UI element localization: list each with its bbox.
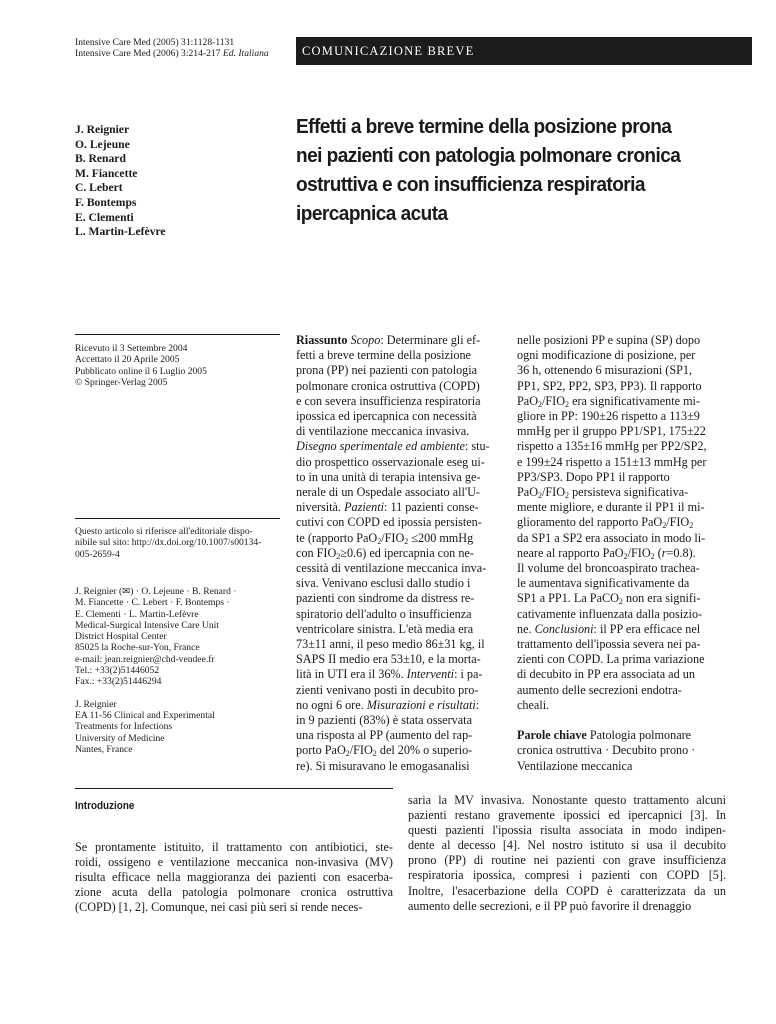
abstract-line: le aumentava significativamente da [517, 576, 690, 591]
abstract-line: in 9 pazienti (83%) è stata osservata [296, 713, 472, 728]
contact-line: University of Medicine [75, 732, 165, 744]
date-line: Pubblicato online il 6 Luglio 2005 [75, 365, 207, 377]
abstract-line: zienti con COPD. La prima variazione [517, 652, 705, 667]
author-name: M. Fiancette [75, 166, 138, 180]
date-line: Ricevuto il 3 Settembre 2004 [75, 343, 188, 354]
divider [75, 518, 280, 519]
abstract-line: porto $PaO_2/FIO_2$ del 20% o superio- [296, 743, 473, 759]
title-line: ostruttiva e con insufficienza respiratoria [296, 173, 645, 196]
abstract-line: Ventilazione meccanica [517, 758, 633, 773]
intro-column-1 [75, 840, 393, 915]
contact-line: Treatments for Infections [75, 721, 173, 733]
abstract-line: no ogni 6 ore. Misurazioni e risultati: [296, 697, 480, 712]
abstract-line: SP1 a PP1. La PaCO$_2$ non era signifi- [517, 591, 701, 607]
body-line: respiratoria ipossica, compresi i pazienti con COPD [5]. [408, 868, 726, 883]
body-line: saria la MV invasiva. Nonostante questo trattamento alcuni [408, 793, 726, 807]
author-name: O. Lejeune [75, 137, 130, 151]
abstract-line: prona (PP) nei pazienti con patologia [296, 363, 478, 378]
author-name: B. Renard [75, 152, 126, 166]
abstract-line: Riassunto Scopo: Determinare gli ef- [296, 333, 481, 347]
abstract-line: nerale di un Ospedale associato all'U- [296, 485, 480, 500]
body-line: zione acuta della patologia polmonare cronica ostruttiva [75, 885, 393, 900]
abstract-line: rispetto a 135±16 mmHg per PP2/SP2, [517, 439, 707, 454]
abstract-line: aumento delle secrezioni endotra- [517, 682, 682, 697]
editorial-line: nibile sul sito: http://dx.doi.org/10.1007/s00134- [75, 537, 262, 549]
contact-line: J. Reignier [75, 698, 117, 710]
body-line: aumento delle secrezioni, e il PP può favorire il drenaggio [408, 898, 692, 913]
title-line: nei pazienti con patologia polmonare cronica [296, 144, 681, 167]
abstract-line: di ventilazione meccanica invasiva. [296, 424, 470, 439]
contact-line: J. Reignier (✉) · O. Lejeune · B. Renard · [75, 586, 237, 597]
date-line: © Springer-Verlag 2005 [75, 376, 168, 388]
abstract-line: Il volume del broncoaspirato trachea- [517, 561, 700, 576]
publication-dates [75, 343, 207, 388]
contact-line: E. Clementi · L. Martin-Lefèvre [75, 608, 199, 620]
abstract-line: di decubito in PP era associata ad un [517, 667, 695, 682]
abstract-line: to in una unità di terapia intensiva ge- [296, 469, 481, 484]
author-name: F. Bontemps [75, 195, 137, 209]
abstract-line: una risposta al PP (aumento del rap- [296, 728, 473, 743]
abstract-line: mmHg per il gruppo PP1/SP1, 175±22 [517, 424, 706, 439]
abstract-line: te (rapporto $PaO_2/FIO_2 \le 200$ mmHg [296, 530, 474, 546]
contact-line: Tel.: +33(2)51446052 [75, 665, 160, 677]
body-line: (COPD) [1, 2]. Comunque, nei casi più seri si rende neces- [75, 900, 363, 915]
divider [75, 334, 280, 335]
contact-line: Nantes, France [75, 743, 133, 755]
abstract-line: cutivi con COPD ed ipossia persisten- [296, 515, 482, 530]
abstract-line: PP1, SP2, PP2, SP3, PP3). Il rapporto [517, 378, 702, 393]
title-line: ipercapnica acuta [296, 202, 448, 225]
abstract-line: SAPS II medio era 53±10, e la morta- [296, 652, 481, 667]
editorial-line: Questo articolo si riferisce all'editoriale dispo- [75, 526, 253, 537]
abstract-line: ipossica ed ipercapnica con necessità [296, 409, 477, 424]
section-banner: COMUNICAZIONE BREVE [296, 37, 752, 65]
abstract-line: cativamente influenzata dalla posizio- [517, 606, 703, 621]
abstract-line: niversità. Pazienti: 11 pazienti conse- [296, 500, 479, 515]
abstract-line: PP3/SP3. Dopo PP1 il rapporto [517, 469, 670, 484]
contact-block-primary [75, 586, 237, 688]
abstract-line: nelle posizioni PP e supina (SP) dopo [517, 333, 701, 347]
abstract-line: Parole chiave Patologia polmonare [517, 728, 692, 743]
abstract-line: ne. Conclusioni: il PP era efficace nel [517, 621, 701, 636]
contact-line: 85025 la Roche-sur-Yon, France [75, 642, 200, 654]
edition-label: Ed. Italiana [222, 48, 269, 59]
abstract-line: mente migliore, e durante il PP1 il mi- [517, 500, 705, 515]
journal-line: Intensive Care Med (2005) 31:1128-1131 [75, 37, 235, 48]
abstract-line: trattamento dell'ipossia severa nei pa- [517, 637, 701, 652]
contact-line: e-mail: jean.reignier@chd-vendee.fr [75, 653, 215, 665]
abstract-line: lità in UTI era il 36%. Interventi: i pa- [296, 667, 483, 682]
author-list [75, 123, 166, 240]
body-line: pazienti restano gravemente ipossici ed ipercapnici [3]. In [408, 808, 726, 823]
contact-line: EA 11-56 Clinical and Experimental [75, 709, 215, 721]
contact-info [75, 586, 237, 755]
abstract-line: neare al rapporto $PaO_2/FIO_2$ (r=0.8). [517, 545, 696, 561]
abstract-line: spiratorio dell'adulto o insufficienza [296, 606, 472, 621]
abstract-line: e con severa insufficienza respiratoria [296, 393, 481, 408]
abstract-line: siva. Venivano esclusi dallo studio i [296, 576, 471, 591]
body-line: Se prontamente istituito, il trattamento con antibiotici, ste- [75, 840, 393, 854]
abstract-line: glioramento del rapporto $PaO_2/FIO_2$ [517, 515, 694, 531]
editorial-note [75, 526, 283, 560]
abstract-line: ventricolare sinistra. L'età media era [296, 621, 474, 636]
body-line: prono (PP) di routine nei pazienti con grave insufficienza [408, 853, 726, 868]
abstract-line: re). Si misuravano le emogasanalisi [296, 758, 470, 773]
abstract-line: $PaO_2/FIO_2$ persisteva significativa- [517, 485, 689, 501]
abstract-line: 73±11 anni, il peso medio 86±31 kg, il [296, 637, 485, 652]
body-line: questi pazienti l'ipossia risulta associata in modo indipen- [408, 823, 726, 838]
abstract-line: polmonare cronica ostruttiva (COPD) [296, 378, 480, 393]
body-line: risulta efficace nella maggioranza dei pazienti con esacerba- [75, 870, 393, 885]
abstract-line: ogni modificazione di posizione, per [517, 348, 696, 363]
abstract-line: $PaO_2/FIO_2$ era significativamente mi- [517, 393, 700, 409]
abstract-line: e 199±24 rispetto a 151±13 mmHg per [517, 454, 707, 469]
contact-line: Medical-Surgical Intensive Care Unit [75, 619, 219, 631]
author-name: E. Clementi [75, 210, 134, 224]
author-name: L. Martin-Lefèvre [75, 225, 166, 239]
contact-block-secondary [75, 699, 237, 755]
contact-line: M. Fiancette · C. Lebert · F. Bontemps · [75, 597, 230, 609]
abstract-line [517, 713, 727, 728]
author-name: C. Lebert [75, 181, 123, 195]
abstract-line: 36 h, ottenendo 6 misurazioni (SP1, [517, 363, 693, 378]
abstract-line: da SP1 a SP2 era associato in modo li- [517, 530, 706, 545]
body-line: roidi, ossigeno e ventilazione meccanica non-invasiva (MV) [75, 855, 393, 870]
title-line: Effetti a breve termine della posizione prona [296, 115, 672, 138]
author-name: J. Reignier [75, 123, 130, 136]
abstract-line: cronica ostruttiva · Decubito prono · [517, 743, 696, 758]
section-heading: Introduzione [75, 800, 135, 812]
editorial-line: 005-2659-4 [75, 548, 120, 560]
intro-column-2 [408, 793, 726, 914]
abstract-line: Disegno sperimentale ed ambiente: stu- [296, 439, 490, 454]
abstract-line: cessità di ventilazione meccanica inva- [296, 561, 487, 576]
body-line: dente al decesso [4]. Nel nostro istituto si usa il decubito [408, 838, 726, 853]
abstract-line: dio prospettico osservazionale eseg ui- [296, 454, 485, 469]
journal-citation [75, 37, 269, 59]
contact-line: District Hospital Center [75, 631, 167, 643]
abstract-column-1 [296, 333, 501, 774]
abstract-line: con $FIO_2\ge 0.6$) ed ipercapnia con ne- [296, 545, 474, 561]
abstract-line: gliore in PP: 190±26 rispetto a 113±9 [517, 409, 700, 424]
date-line: Accettato il 20 Aprile 2005 [75, 354, 180, 366]
abstract-line: fetti a breve termine della posizione [296, 348, 471, 363]
abstract-line: cheali. [517, 697, 550, 712]
body-line: Inoltre, l'esacerbazione della COPD è caratterizzata da un [408, 883, 726, 898]
abstract-column-2 [517, 333, 727, 774]
abstract-line: pazienti con sindrome da distress re- [296, 591, 475, 606]
journal-line: Intensive Care Med (2006) 3:214-217 Ed. Italiana [75, 48, 269, 59]
contact-line: Fax.: +33(2)51446294 [75, 676, 162, 688]
article-title [296, 112, 715, 228]
abstract-line: zienti venivano posti in decubito pro- [296, 682, 479, 697]
divider [75, 788, 393, 789]
